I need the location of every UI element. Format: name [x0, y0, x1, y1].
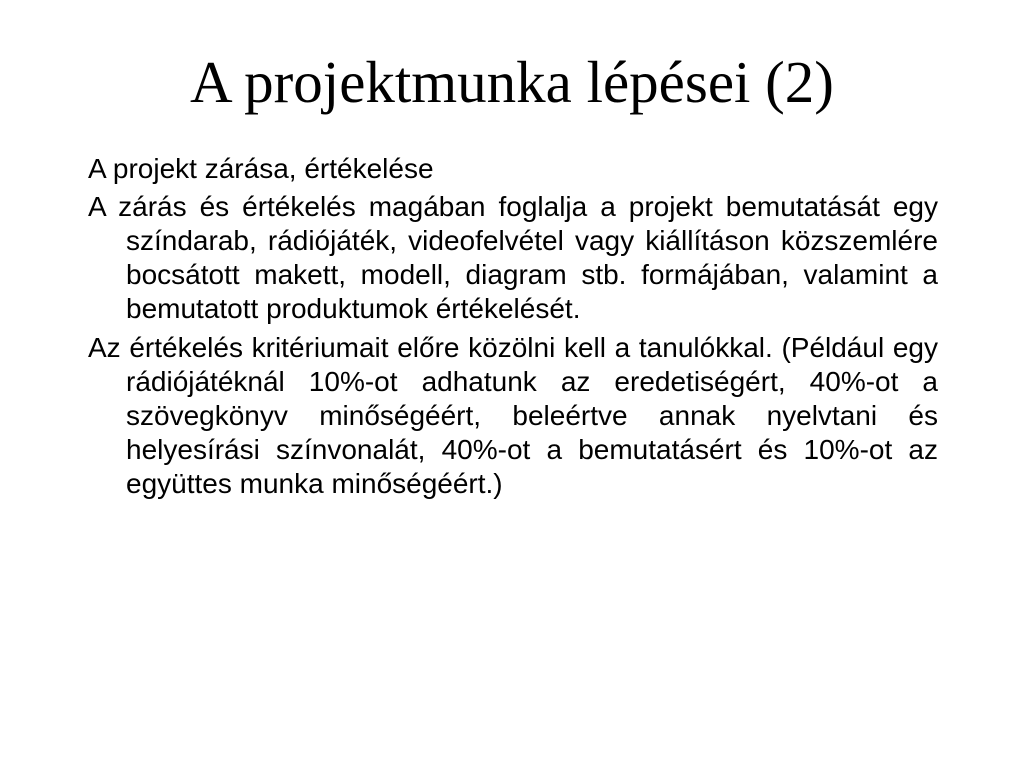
paragraph-closing-description: A zárás és értékelés magában foglalja a projekt bemutatását egy színdarab, rádiójáték, videofelvétel vagy kiállításon közszemlére bocsátott makett, modell, diagram stb. formájában, valamint a bemutatott produktumok értékelését. — [88, 191, 938, 324]
paragraph-evaluation-criteria: Az értékelés kritériumait előre közölni kell a tanulókkal. (Például egy rádiójátéknál 10%-ot adhatunk az eredetiségért, 40%-ot a szövegkönyv minőségéért, beleértve annak nyelvtani és helyesírási színvonalát, 40%-ot a bemutatásért és 10%-ot az együttes munka minőségéért.) — [88, 332, 938, 499]
paragraph-heading: A projekt zárása, értékelése — [88, 153, 434, 184]
slide-title: A projektmunka lépései (2) — [190, 49, 834, 115]
slide-body — [88, 152, 938, 506]
